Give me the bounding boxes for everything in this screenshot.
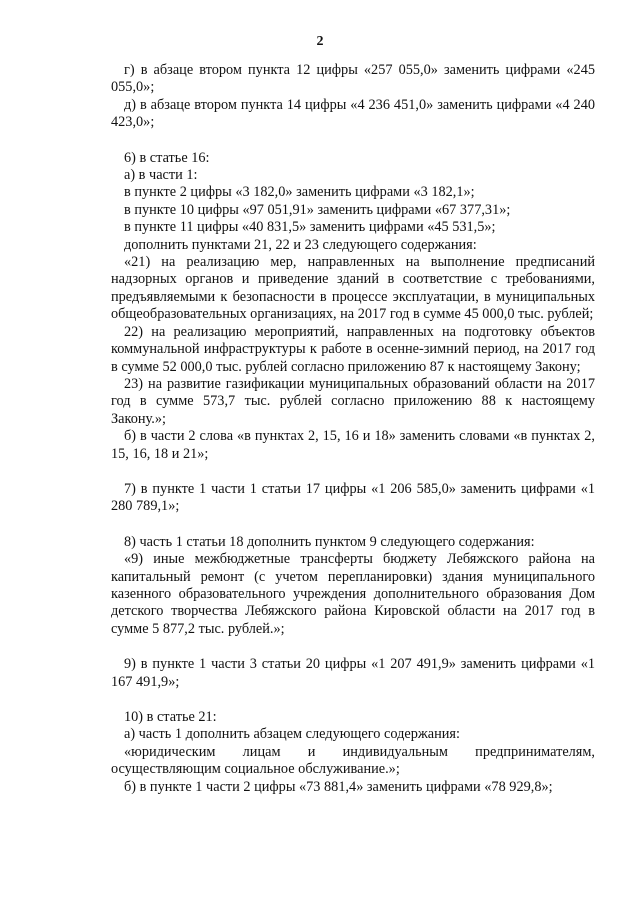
paragraph-gap [111,132,595,150]
paragraph: 23) на развитие газификации муниципальных образований области на 2017 год в сумме 573,7 тыс. рублей согласно приложению 88 к настоящему Закону.»; [111,375,595,427]
paragraph: 9) в пункте 1 части 3 статьи 20 цифры «1 207 491,9» заменить цифрами «1 167 491,9»; [111,656,595,690]
paragraph: а) в части 1: [124,167,198,184]
paragraph-gap [111,691,595,709]
paragraph: 22) на реализацию мероприятий, направленных на подготовку объектов коммунальной инфраструктуры к работе в осенне-зимний период, на 2017 год в сумме 52 000,0 тыс. рублей согласно приложению 87 к настоящему Закону; [111,323,595,375]
paragraph: в пункте 10 цифры «97 051,91» заменить цифрами «67 377,31»; [124,201,511,218]
paragraph: б) в части 2 слова «в пунктах 2, 15, 16 и 18» заменить словами «в пунктах 2, 15, 16, 18 и 21»; [111,428,595,462]
paragraph: «21) на реализацию мер, направленных на выполнение предписаний надзорных органов и приведение зданий в соответствие с требованиями, предъявляемыми к безопасности в процессе эксплуатации, в муниципальных общеобразовательных организациях, на 2017 год в сумме 45 000,0 тыс. рублей; [111,254,595,323]
paragraph: 8) часть 1 статьи 18 дополнить пунктом 9 следующего содержания: [124,533,535,550]
paragraph: дополнить пунктами 21, 22 и 23 следующего содержания: [124,236,477,253]
paragraph-gap [111,463,595,481]
page-number: 2 [316,34,324,49]
paragraph-gap [111,638,595,656]
paragraph: 7) в пункте 1 части 1 статьи 17 цифры «1 206 585,0» заменить цифрами «1 280 789,1»; [111,480,595,515]
paragraph: «9) иные межбюджетные трансферты бюджету Лебяжского района на капитальный ремонт (с учетом перепланировки) здания муниципального казенного образовательного учреждения дополнительного образования Дом детского творчества Лебяжского района Кировской области на 2017 год в сумме 5 877,2 тыс. рублей.»; [111,551,595,637]
paragraph: б) в пункте 1 части 2 цифры «73 881,4» заменить цифрами «78 929,8»; [124,778,553,795]
paragraph: а) часть 1 дополнить абзацем следующего содержания: [124,726,460,743]
paragraph: д) в абзаце втором пункта 14 цифры «4 236 451,0» заменить цифрами «4 240 423,0»; [111,96,595,131]
document-body [111,62,595,796]
paragraph: в пункте 2 цифры «3 182,0» заменить цифрами «3 182,1»; [124,184,475,201]
paragraph: «юридическим лицам и индивидуальным предпринимателям, осуществляющим социальное обслуживание.»; [111,743,595,778]
paragraph: в пункте 11 цифры «40 831,5» заменить цифрами «45 531,5»; [124,219,496,236]
paragraph: г) в абзаце втором пункта 12 цифры «257 055,0» заменить цифрами «245 055,0»; [111,62,595,96]
paragraph: 6) в статье 16: [124,149,210,166]
paragraph: 10) в статье 21: [124,709,217,725]
paragraph-gap [111,516,595,534]
